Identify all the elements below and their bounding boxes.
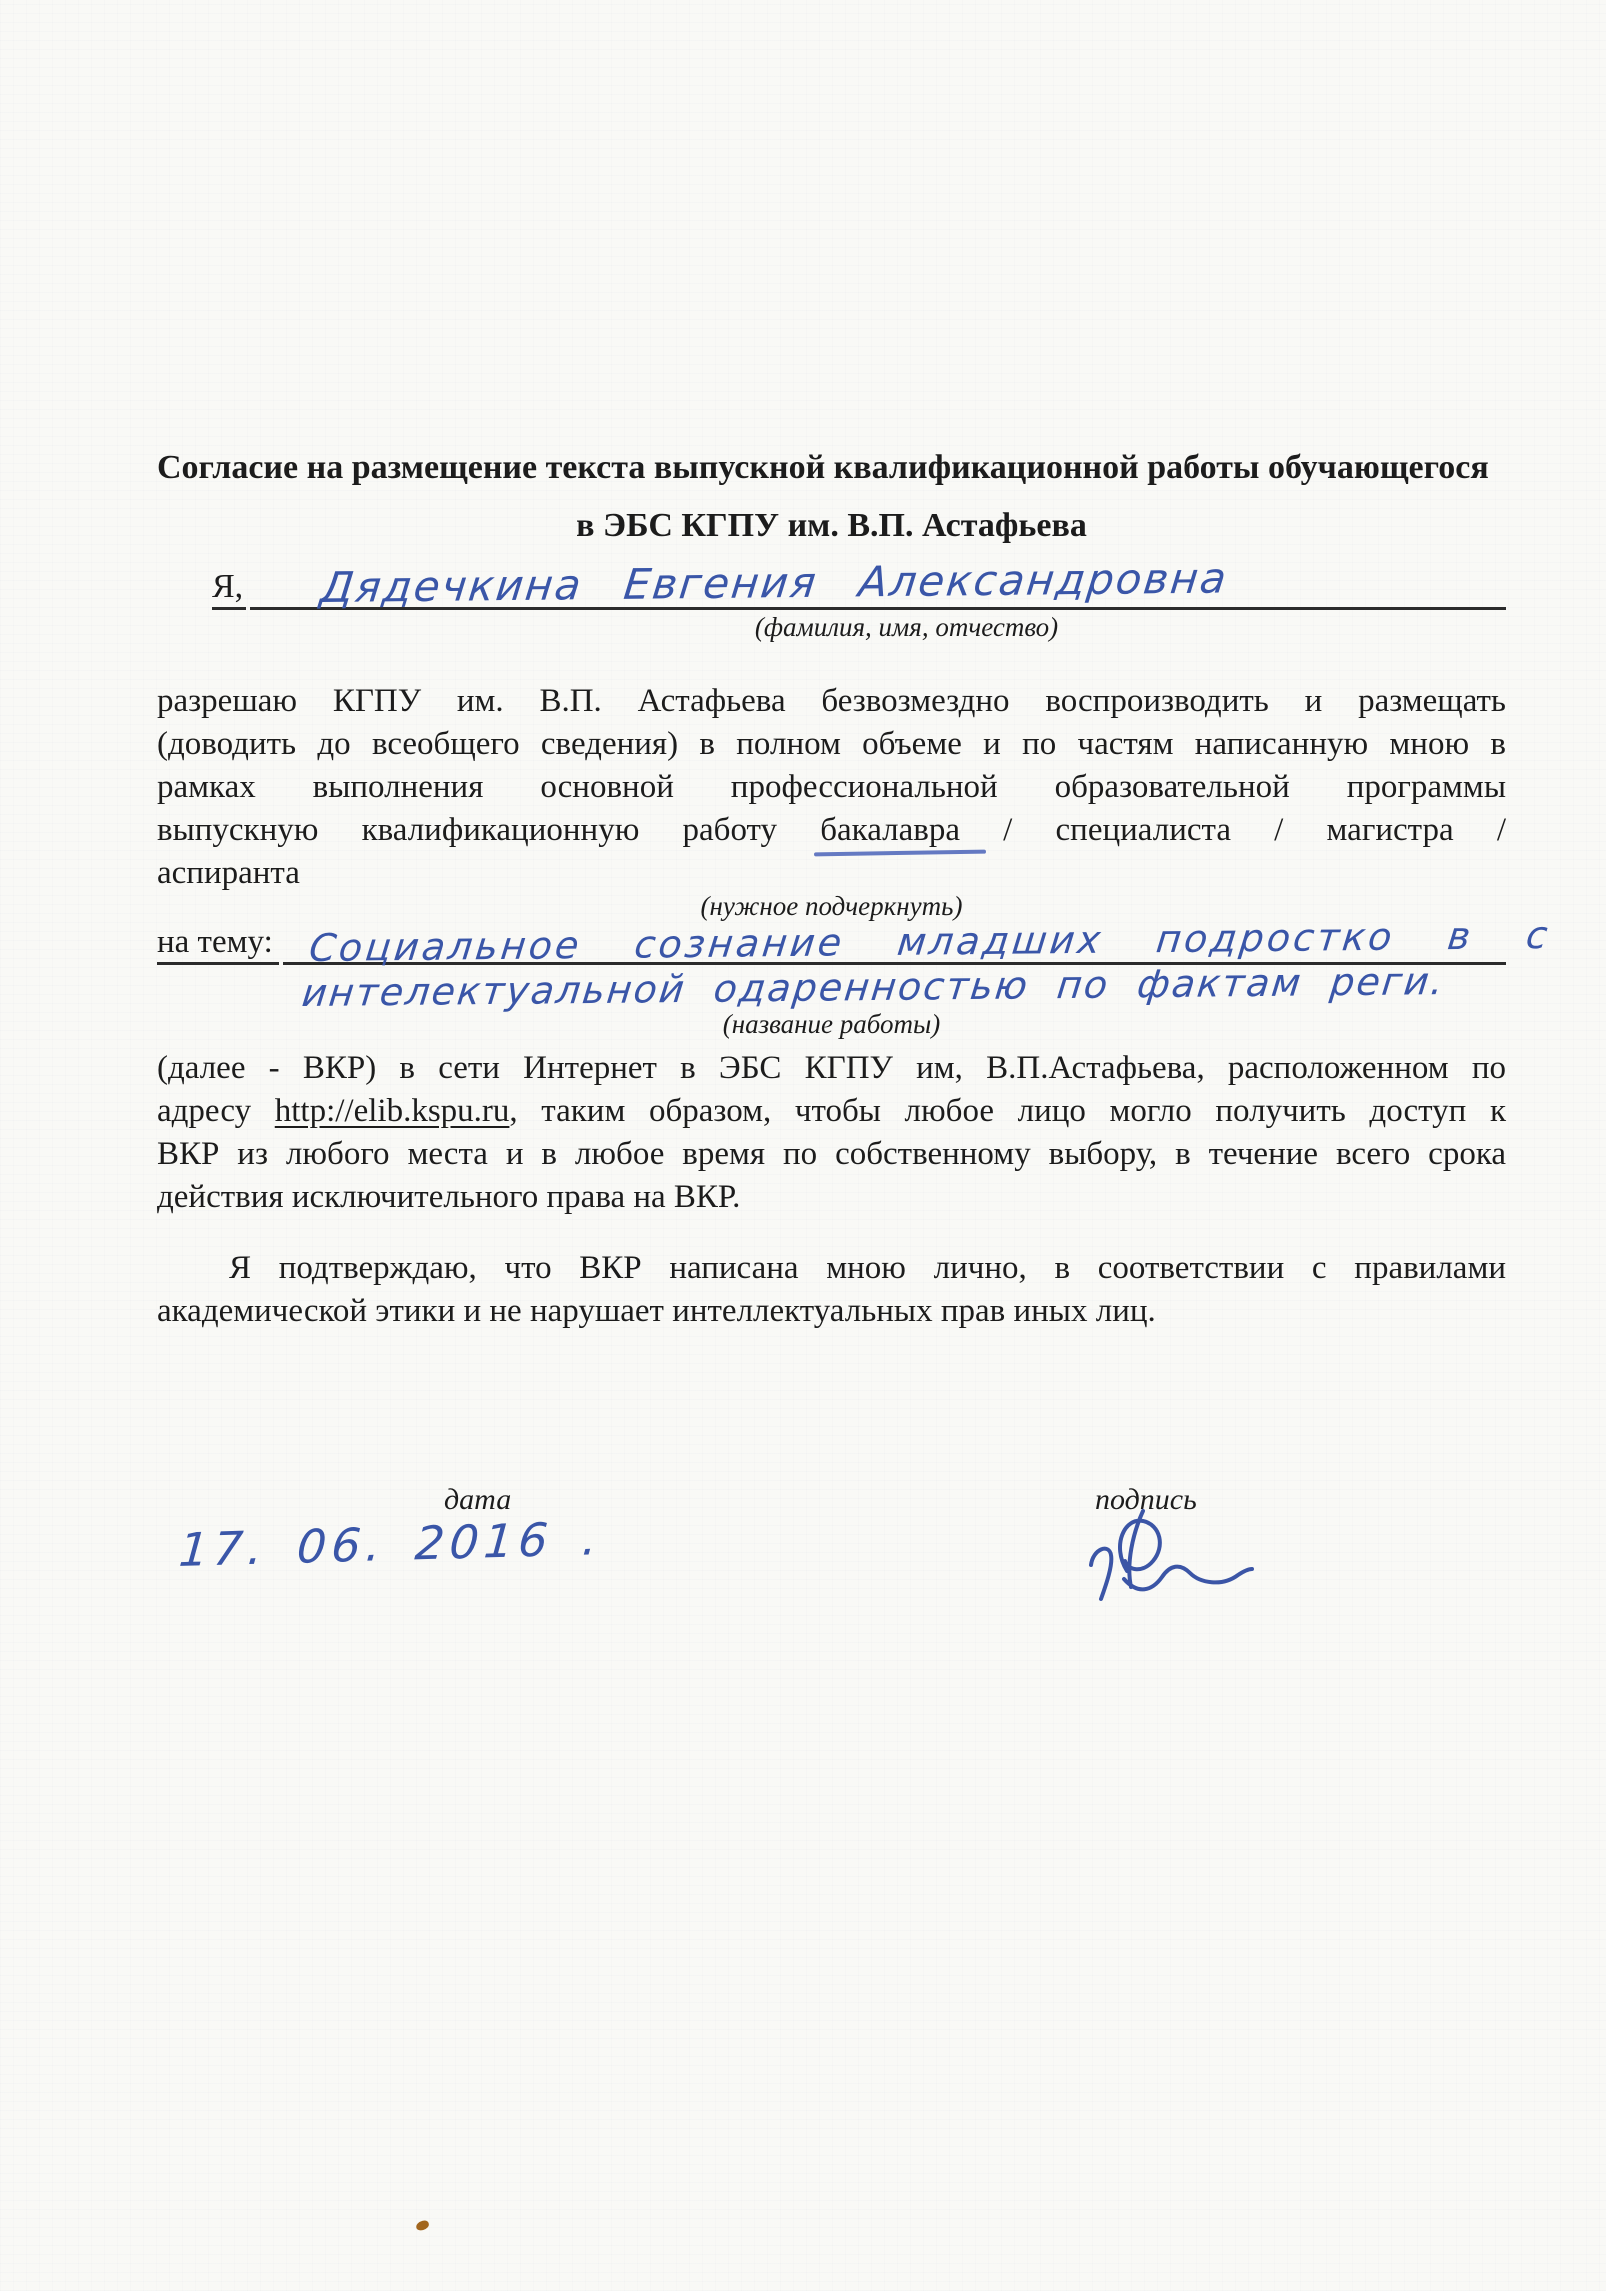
access-line-3: ВКР из любого места и в любое время по собственному выбору, в течение всего срока: [157, 1136, 1506, 1172]
confirmation-paragraph: [157, 1247, 1506, 1333]
theme-fill-line: [157, 913, 1553, 970]
address-rest: , таким образом, чтобы любое лицо могло получить доступ к: [509, 1093, 1506, 1129]
handwritten-theme-line-1: Социальное сознание младших подростко в с: [306, 913, 1553, 970]
signature-scribble: [1079, 1499, 1259, 1629]
address-prefix: адресу: [157, 1093, 275, 1129]
name-caption: (фамилия, имя, отчество): [754, 612, 1059, 642]
handwritten-date: 17. 06. 2016 .: [177, 1511, 605, 1577]
document-title: Согласие на размещение текста выпускной квалификационной работы обучающегося: [157, 449, 1489, 486]
degree-options-prefix: выпускную квалификационную работу: [157, 812, 821, 848]
paper-speck: [415, 2220, 430, 2232]
access-paragraph: [157, 1047, 1506, 1219]
access-line-1: (далее - ВКР) в сети Интернет в ЭБС КГПУ им, В.П.Астафьева, расположенном по: [157, 1050, 1506, 1086]
date-label: дата: [444, 1483, 512, 1516]
underlined-degree-bakalavr: бакалавра: [820, 812, 960, 848]
footer-sign-block: [157, 1483, 1506, 1723]
permission-paragraph: [157, 680, 1506, 895]
name-prefix: Я,: [212, 568, 246, 610]
document-title-org: в ЭБС КГПУ им. В.П. Астафьева: [576, 507, 1087, 544]
permission-line-5: аспиранта: [157, 855, 300, 891]
name-fill-line: [212, 548, 1506, 610]
elib-url-text: http://elib.kspu.ru: [274, 1093, 510, 1129]
permission-line-2: (доводить до всеобщего сведения) в полном объеме и по частям написанную мною в: [157, 726, 1506, 762]
document-content: [157, 445, 1553, 1723]
handwritten-theme-line-2: интелектуальной одаренностью по фактам реги.: [299, 959, 1448, 1016]
degree-options-rest: / специалиста / магистра /: [959, 812, 1506, 848]
access-line-4: действия исключительного права на ВКР.: [157, 1179, 741, 1215]
confirmation-line-2: академической этики и не нарушает интеллектуальных прав иных лиц.: [157, 1293, 1156, 1329]
confirmation-line-1: Я подтверждаю, что ВКР написана мною лично, в соответствии с правилами: [229, 1250, 1506, 1286]
permission-line-4: [157, 809, 1506, 852]
signature-label: подпись: [1095, 1483, 1197, 1516]
name-rule: [250, 545, 1506, 610]
permission-line-1: разрешаю КГПУ им. В.П. Астафьева безвозмездно воспроизводить и размещать: [157, 683, 1506, 719]
work-title-caption: (название работы): [722, 1009, 941, 1039]
theme-rule: [283, 913, 1553, 970]
handwritten-name: Дядечкина Евгения Александровна: [318, 553, 1231, 612]
permission-line-3: рамках выполнения основной профессиональной образовательной программы: [157, 769, 1506, 805]
underline-instruction-caption: (нужное подчеркнуть): [700, 891, 963, 921]
theme-label: на тему:: [157, 923, 279, 965]
access-line-2: [157, 1090, 1506, 1133]
